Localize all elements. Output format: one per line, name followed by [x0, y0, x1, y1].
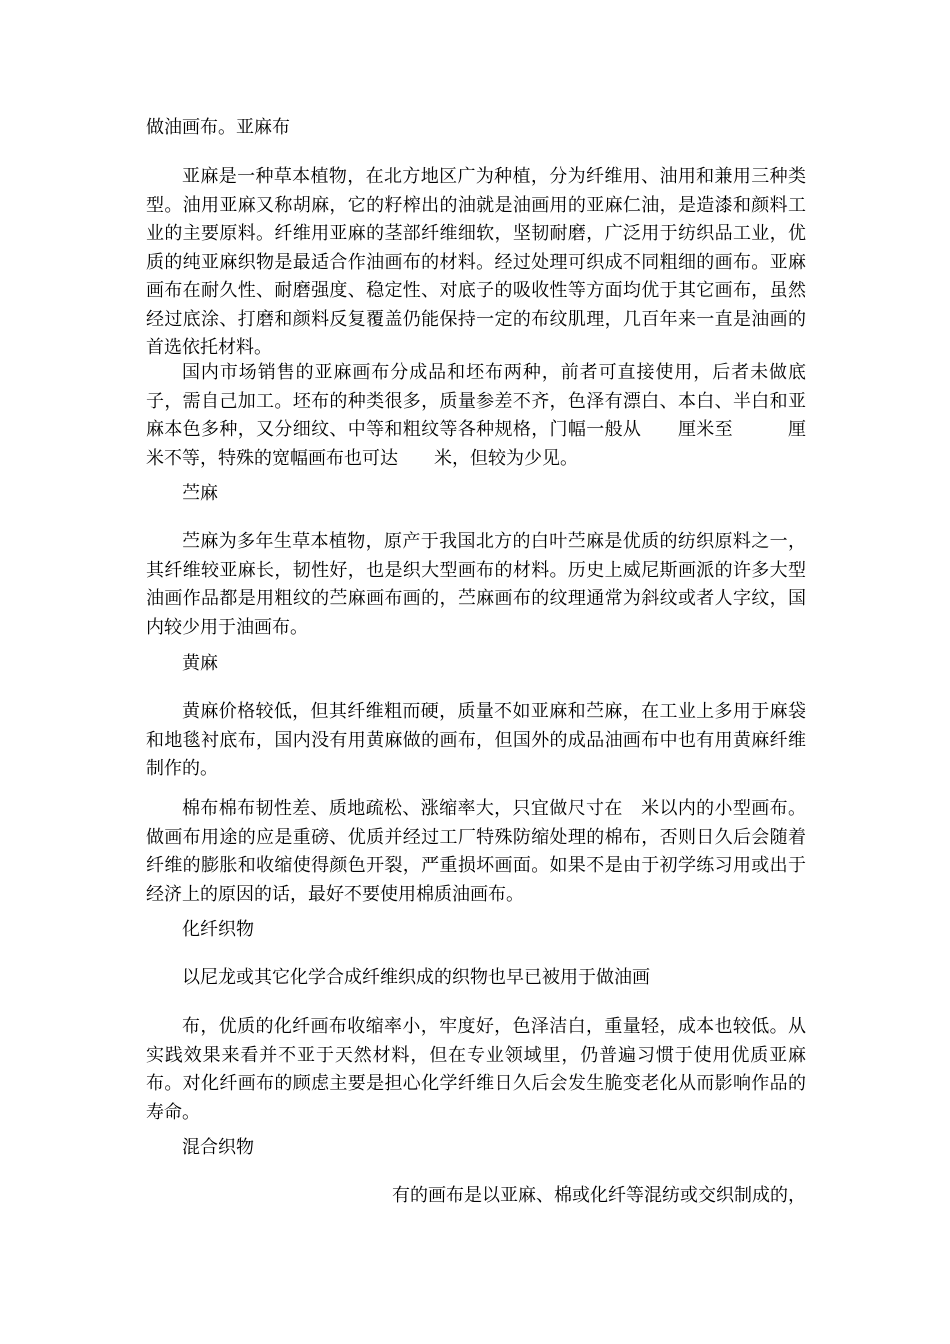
heading-mixed: 混合织物	[182, 1137, 254, 1158]
paragraph-synthetic: 布，优质的化纤画布收缩率小，牢度好，色泽洁白，重量轻，成本也较低。从实践效果来看并不亚于天然材料，但在专业领域里，仍普遍习惯于使用优质亚麻布。对化纤画布的顾虑主要是担心化学纤维日久后会发生脆变老化从而影响作品的寿命。	[146, 1016, 806, 1123]
heading-ramie: 苎麻	[182, 483, 218, 504]
paragraph-synthetic-intro: 以尼龙或其它化学合成纤维织成的织物也早已被用于做油画	[182, 967, 650, 988]
paragraph-jute: 黄麻价格较低，但其纤维粗而硬，质量不如亚麻和苎麻，在工业上多用于麻袋和地毯衬底布，国内没有用黄麻做的画布，但国外的成品油画布中也有用黄麻纤维制作的。	[146, 701, 806, 779]
paragraph-intro: 做油画布。亚麻布	[146, 117, 290, 138]
paragraph-cotton: 棉布棉布韧性差、质地疏松、涨缩率大，只宜做尺寸在 米以内的小型画布。做画布用途的应是重磅、优质并经过工厂特殊防缩处理的棉布，否则日久后会随着纤维的膨胀和收缩使得颜色开裂，严重损坏画面。如果不是由于初学练习用或出于经济上的原因的话，最好不要使用棉质油画布。	[146, 798, 806, 905]
paragraph-mixed: 有的画布是以亚麻、棉或化纤等混纺或交织制成的，	[392, 1185, 806, 1206]
paragraph-linen-market: 国内市场销售的亚麻画布分成品和坯布两种，前者可直接使用，后者未做底子，需自己加工。坯布的种类很多，质量参差不齐，色泽有漂白、本白、半白和亚麻本色多种，又分细纹、中等和粗纹等各种规格，门幅一般从 厘米至 厘米不等，特殊的宽幅画布也可达 米，但较为少见。	[146, 362, 806, 469]
document-page	[146, 0, 806, 1344]
paragraph-ramie: 苎麻为多年生草本植物，原产于我国北方的白叶苎麻是优质的纺织原料之一，其纤维较亚麻长，韧性好，也是织大型画布的材料。历史上威尼斯画派的许多大型油画作品都是用粗纹的苎麻画布画的，苎麻画布的纹理通常为斜纹或者人字纹，国内较少用于油画布。	[146, 531, 806, 638]
heading-synthetic: 化纤织物	[182, 919, 254, 940]
heading-jute: 黄麻	[182, 653, 218, 674]
paragraph-linen: 亚麻是一种草本植物，在北方地区广为种植，分为纤维用、油用和兼用三种类型。油用亚麻又称胡麻，它的籽榨出的油就是油画用的亚麻仁油，是造漆和颜料工业的主要原料。纤维用亚麻的茎部纤维细软，坚韧耐磨，广泛用于纺织品工业，优质的纯亚麻织物是最适合作油画布的材料。经过处理可织成不同粗细的画布。亚麻画布在耐久性、耐磨强度、稳定性、对底子的吸收性等方面均优于其它画布，虽然经过底涂、打磨和颜料反复覆盖仍能保持一定的布纹肌理，几百年来一直是油画的首选依托材料。	[146, 166, 806, 358]
